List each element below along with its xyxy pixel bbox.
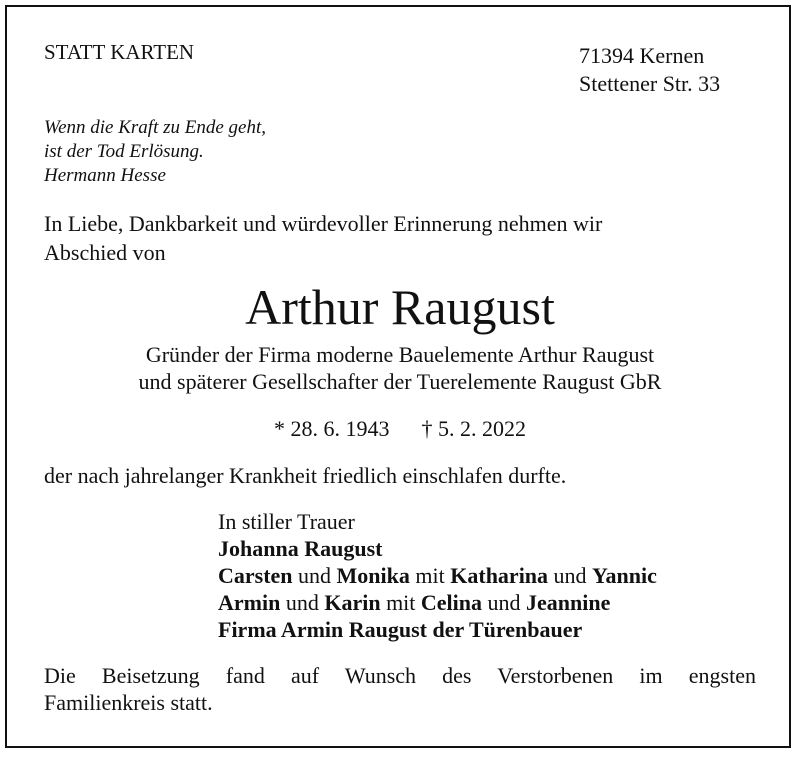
connector: und (292, 563, 337, 588)
intro-line-1: In Liebe, Dankbarkeit und würdevoller Erinnerung nehmen wir (44, 211, 603, 236)
header-statt-karten: STATT KARTEN (44, 40, 195, 64)
mourners-heading: In stiller Trauer (218, 509, 355, 534)
mourner-name: Jeannine (526, 590, 611, 615)
deceased-name: Arthur Raugust (245, 279, 555, 335)
mourners-block (218, 508, 657, 643)
mourner-name: Armin (218, 590, 281, 615)
connector: mit (409, 563, 451, 588)
quote-block (44, 116, 266, 188)
quote-line-1: Wenn die Kraft zu Ende geht, (44, 117, 266, 138)
birth-date: * 28. 6. 1943 (274, 416, 390, 441)
mourner-line-1: Johanna Raugust (218, 536, 383, 561)
mourner-line-3 (218, 589, 657, 616)
death-date: † 5. 2. 2022 (421, 416, 526, 441)
mourner-name: Katharina (450, 563, 549, 588)
mourner-name: Carsten (218, 563, 293, 588)
passing-text: der nach jahrelanger Krankheit friedlich einschlafen durfte. (44, 463, 567, 488)
address-line-2: Stettener Str. 33 (579, 71, 721, 96)
mourner-name: Celina (420, 590, 483, 615)
funeral-line-2: Familienkreis statt. (44, 690, 213, 715)
quote-author: Hermann Hesse (44, 165, 166, 186)
connector: und (482, 590, 527, 615)
intro-line-2: Abschied von (44, 240, 166, 265)
mourner-line-2 (218, 562, 657, 589)
life-dates (0, 415, 800, 442)
address-line-1: 71394 Kernen (579, 43, 705, 68)
connector: und (548, 563, 593, 588)
deceased-role (0, 341, 800, 395)
mourner-name: Karin (324, 590, 381, 615)
funeral-line-1: Die Beisetzung fand auf Wunsch des Verstorbenen im engsten (44, 663, 756, 688)
connector: und (280, 590, 325, 615)
role-line-1: Gründer der Firma moderne Bauelemente Arthur Raugust (145, 342, 655, 367)
mourner-line-4: Firma Armin Raugust der Türenbauer (218, 617, 583, 642)
quote-line-2: ist der Tod Erlösung. (44, 141, 204, 162)
address-block (579, 42, 720, 98)
mourner-name: Yannic (592, 563, 657, 588)
role-line-2: und späterer Gesellschafter der Tuerelemente Raugust GbR (138, 369, 662, 394)
connector: mit (380, 590, 421, 615)
mourner-name: Monika (336, 563, 410, 588)
